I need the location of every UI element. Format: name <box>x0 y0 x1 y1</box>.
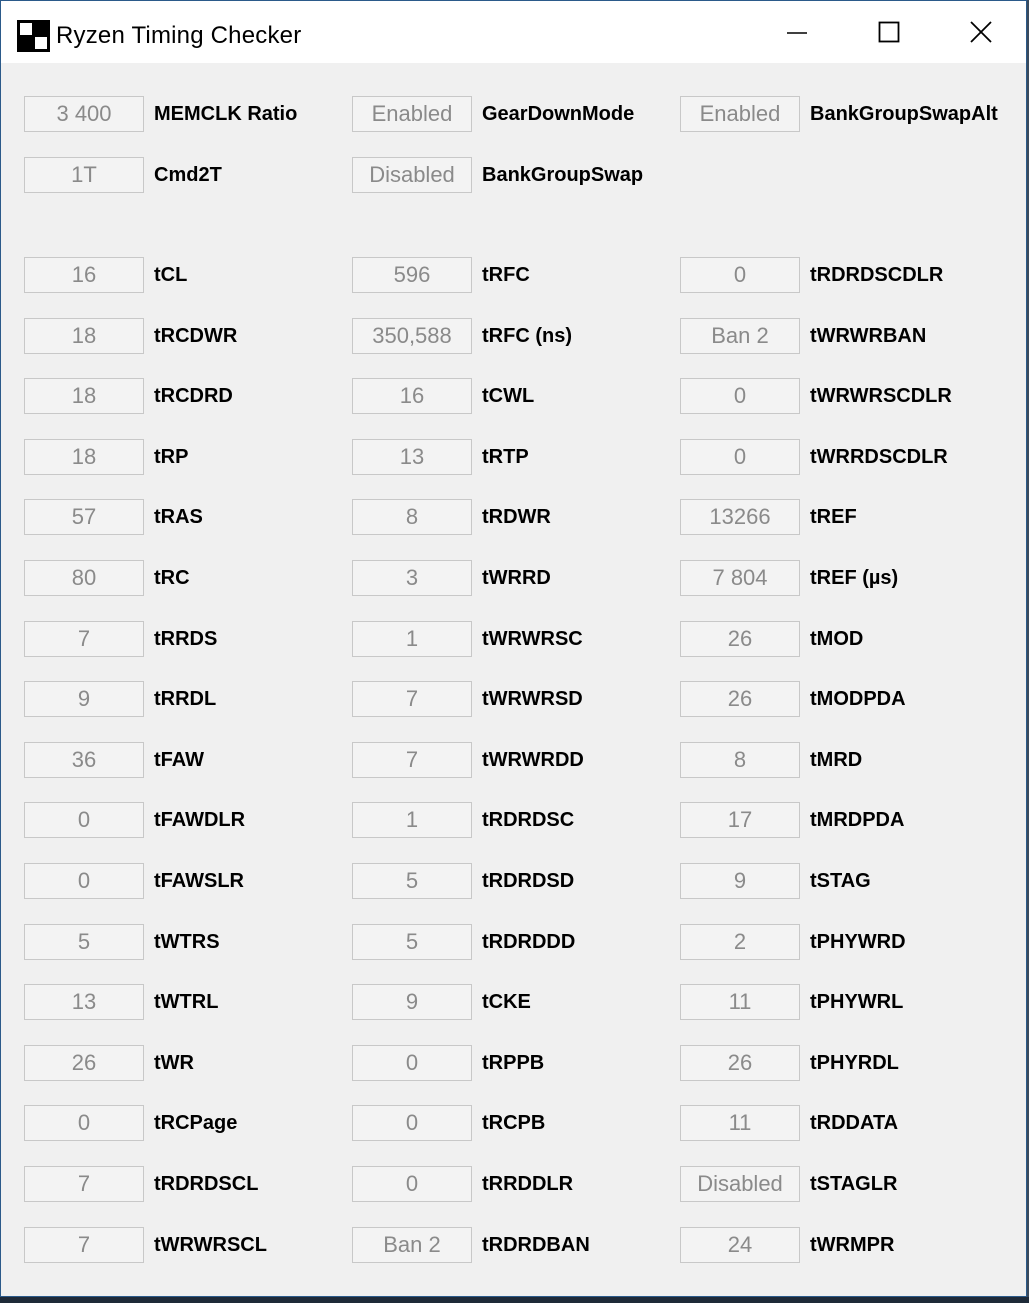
bankgroupswap-label: BankGroupSwap <box>482 164 644 186</box>
twtrs-field: 5 <box>24 924 144 960</box>
twrwrsc-field: 1 <box>352 621 472 657</box>
twrmpr-field: 24 <box>680 1227 800 1263</box>
tmodpda-field: 26 <box>680 681 800 717</box>
twrmpr-label: tWRMPR <box>810 1234 895 1256</box>
trcpage-field: 0 <box>24 1105 144 1141</box>
close-icon <box>970 21 992 43</box>
tmod-label: tMOD <box>810 628 864 650</box>
geardownmode-field: Enabled <box>352 96 472 132</box>
tfaw-label: tFAW <box>154 749 204 771</box>
tcl-label: tCL <box>154 264 188 286</box>
tmrdpda-label: tMRDPDA <box>810 809 905 831</box>
close-button[interactable] <box>935 1 1027 63</box>
twtrs-label: tWTRS <box>154 931 220 953</box>
trdwr-label: tRDWR <box>482 506 551 528</box>
twrwrban-label: tWRWRBAN <box>810 325 927 347</box>
tref-s-field: 7 804 <box>680 560 800 596</box>
maximize-icon <box>878 21 900 43</box>
twrwrscdlr-label: tWRWRSCDLR <box>810 385 952 407</box>
trdrdsd-field: 5 <box>352 863 472 899</box>
trdrddd-field: 5 <box>352 924 472 960</box>
tfawdlr-label: tFAWDLR <box>154 809 246 831</box>
twrwrban-field: Ban 2 <box>680 318 800 354</box>
tstag-label: tSTAG <box>810 870 871 892</box>
minimize-icon <box>786 21 808 43</box>
trdrdscl-field: 7 <box>24 1166 144 1202</box>
twr-field: 26 <box>24 1045 144 1081</box>
tmrd-field: 8 <box>680 742 800 778</box>
twrwrdd-label: tWRWRDD <box>482 749 584 771</box>
twrwrdd-field: 7 <box>352 742 472 778</box>
trrddlr-field: 0 <box>352 1166 472 1202</box>
trcdwr-field: 18 <box>24 318 144 354</box>
desktop-background <box>0 1297 1029 1303</box>
trdrddd-label: tRDRDDD <box>482 931 576 953</box>
trrds-field: 7 <box>24 621 144 657</box>
trfc-ns-field: 350,588 <box>352 318 472 354</box>
trdrdsd-label: tRDRDSD <box>482 870 575 892</box>
trrdl-label: tRRDL <box>154 688 217 710</box>
maximize-button[interactable] <box>843 1 935 63</box>
memclk-ratio-label: MEMCLK Ratio <box>154 103 298 125</box>
tref-label: tREF <box>810 506 857 528</box>
twrwrsc-label: tWRWRSC <box>482 628 583 650</box>
cmd2t-field: 1T <box>24 157 144 193</box>
memclk-ratio-field: 3 400 <box>24 96 144 132</box>
trcdrd-field: 18 <box>24 378 144 414</box>
tfawdlr-field: 0 <box>24 802 144 838</box>
tcl-field: 16 <box>24 257 144 293</box>
tmodpda-label: tMODPDA <box>810 688 906 710</box>
twrrd-label: tWRRD <box>482 567 551 589</box>
twr-label: tWR <box>154 1052 194 1074</box>
trdwr-field: 8 <box>352 499 472 535</box>
trdrdsc-label: tRDRDSC <box>482 809 575 831</box>
trddata-field: 11 <box>680 1105 800 1141</box>
tphyrdl-field: 26 <box>680 1045 800 1081</box>
trddata-label: tRDDATA <box>810 1112 899 1134</box>
twrwrsd-label: tWRWRSD <box>482 688 583 710</box>
bankgroupswapalt-label: BankGroupSwapAlt <box>810 103 998 125</box>
minimize-button[interactable] <box>751 1 843 63</box>
geardownmode-label: GearDownMode <box>482 103 635 125</box>
twrrdscdlr-label: tWRRDSCDLR <box>810 446 948 468</box>
trrds-label: tRRDS <box>154 628 218 650</box>
twrwrscl-field: 7 <box>24 1227 144 1263</box>
tphyrdl-label: tPHYRDL <box>810 1052 899 1074</box>
trppb-field: 0 <box>352 1045 472 1081</box>
trdrdscdlr-field: 0 <box>680 257 800 293</box>
tcwl-field: 16 <box>352 378 472 414</box>
trdrdscdlr-label: tRDRDSCDLR <box>810 264 944 286</box>
trp-label: tRP <box>154 446 189 468</box>
trppb-label: tRPPB <box>482 1052 545 1074</box>
trp-field: 18 <box>24 439 144 475</box>
tmod-field: 26 <box>680 621 800 657</box>
tfawslr-label: tFAWSLR <box>154 870 244 892</box>
tfawslr-field: 0 <box>24 863 144 899</box>
bankgroupswapalt-field: Enabled <box>680 96 800 132</box>
trdrdscl-label: tRDRDSCL <box>154 1173 259 1195</box>
twrwrscdlr-field: 0 <box>680 378 800 414</box>
trrddlr-label: tRRDDLR <box>482 1173 574 1195</box>
twtrl-label: tWTRL <box>154 991 219 1013</box>
tstaglr-label: tSTAGLR <box>810 1173 898 1195</box>
tphywrl-field: 11 <box>680 984 800 1020</box>
twrrdscdlr-field: 0 <box>680 439 800 475</box>
trdrdban-field: Ban 2 <box>352 1227 472 1263</box>
tcke-field: 9 <box>352 984 472 1020</box>
tphywrl-label: tPHYWRL <box>810 991 904 1013</box>
trcpage-label: tRCPage <box>154 1112 238 1134</box>
trcdrd-label: tRCDRD <box>154 385 233 407</box>
tras-field: 57 <box>24 499 144 535</box>
trdrdsc-field: 1 <box>352 802 472 838</box>
bankgroupswap-field: Disabled <box>352 157 472 193</box>
tstaglr-field: Disabled <box>680 1166 800 1202</box>
title-bar[interactable] <box>1 1 1026 63</box>
tref-field: 13266 <box>680 499 800 535</box>
tphywrd-label: tPHYWRD <box>810 931 906 953</box>
tras-label: tRAS <box>154 506 203 528</box>
trcpb-field: 0 <box>352 1105 472 1141</box>
tfaw-field: 36 <box>24 742 144 778</box>
trcpb-label: tRCPB <box>482 1112 546 1134</box>
cmd2t-label: Cmd2T <box>154 164 222 186</box>
trc-field: 80 <box>24 560 144 596</box>
app-grid-icon <box>17 20 50 52</box>
twtrl-field: 13 <box>24 984 144 1020</box>
tmrdpda-field: 17 <box>680 802 800 838</box>
trfc-field: 596 <box>352 257 472 293</box>
tmrd-label: tMRD <box>810 749 863 771</box>
trtp-label: tRTP <box>482 446 529 468</box>
window-title: Ryzen Timing Checker <box>56 22 302 49</box>
trc-label: tRC <box>154 567 190 589</box>
trfc-ns-label: tRFC (ns) <box>482 325 572 347</box>
tcwl-label: tCWL <box>482 385 535 407</box>
tstag-field: 9 <box>680 863 800 899</box>
trtp-field: 13 <box>352 439 472 475</box>
twrwrscl-label: tWRWRSCL <box>154 1234 267 1256</box>
twrrd-field: 3 <box>352 560 472 596</box>
trfc-label: tRFC <box>482 264 530 286</box>
trrdl-field: 9 <box>24 681 144 717</box>
tphywrd-field: 2 <box>680 924 800 960</box>
twrwrsd-field: 7 <box>352 681 472 717</box>
trdrdban-label: tRDRDBAN <box>482 1234 590 1256</box>
trcdwr-label: tRCDWR <box>154 325 238 347</box>
tref-s-label: tREF (µs) <box>810 567 899 589</box>
tcke-label: tCKE <box>482 991 531 1013</box>
